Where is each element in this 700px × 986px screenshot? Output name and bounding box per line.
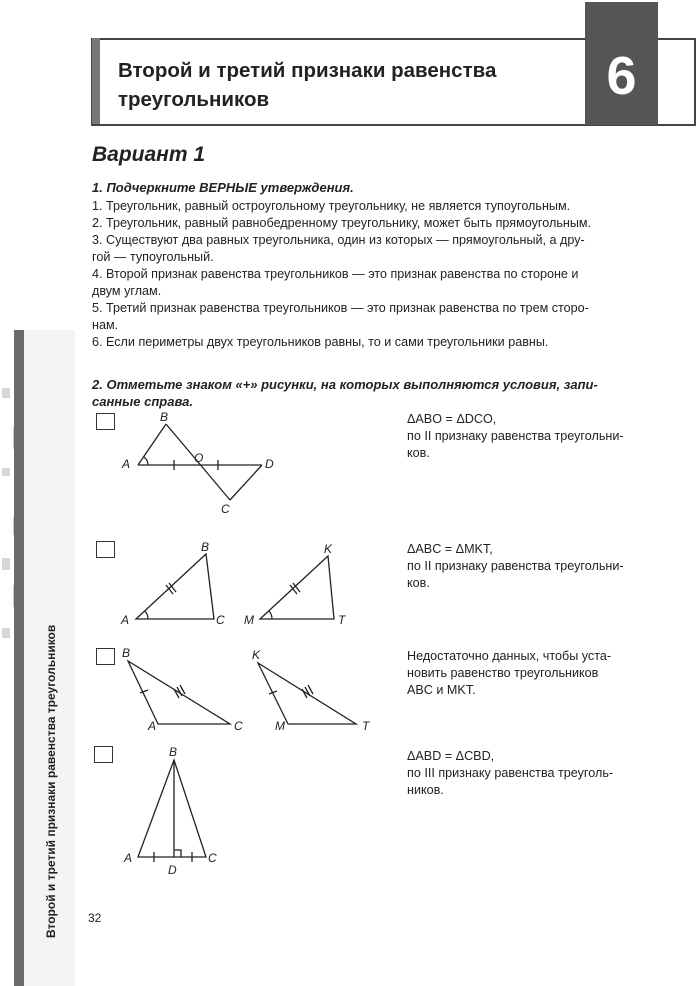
label-A: A — [124, 851, 133, 865]
condition-line: ников. — [407, 783, 444, 797]
condition-line: новить равенство треугольников — [407, 666, 599, 680]
checkbox-item-2[interactable] — [96, 541, 115, 558]
figure-3 — [118, 643, 368, 740]
statement-line: 1. Треугольник, равный остроугольному треугольнику, не является тупоугольным. — [92, 199, 571, 213]
statement-line: двум углам. — [92, 284, 162, 298]
label-B: B — [160, 410, 169, 424]
condition-line: ΔABO = ΔDCO, — [407, 412, 497, 426]
label-O: O — [194, 451, 204, 465]
condition-line: по III признаку равенства треуголь- — [407, 766, 614, 780]
label-A: A — [148, 719, 157, 733]
spine-title: Второй и третий признаки равенства треугольников — [44, 624, 58, 938]
task1-statements — [92, 198, 591, 351]
chapter-number: 6 — [585, 2, 658, 125]
label-D: D — [265, 457, 274, 471]
label-C: C — [221, 502, 230, 516]
condition-line: по II признаку равенства треугольни- — [407, 429, 624, 443]
figure-1 — [120, 405, 290, 522]
label-A: A — [121, 613, 130, 627]
task2-title-line: санные справа. — [92, 394, 193, 409]
condition-line: ков. — [407, 576, 430, 590]
label-M: M — [244, 613, 254, 627]
label-D: D — [168, 863, 177, 877]
label-B: B — [122, 646, 131, 660]
condition-line: ABC и MKT. — [407, 683, 476, 697]
variant-heading: Вариант 1 — [92, 143, 206, 166]
label-K: K — [252, 648, 261, 662]
label-C: C — [234, 719, 243, 733]
condition-2 — [407, 541, 667, 592]
checkbox-item-4[interactable] — [94, 746, 113, 763]
condition-line: Недостаточно данных, чтобы уста- — [407, 649, 612, 663]
task1-title: 1. Подчеркните ВЕРНЫЕ утверждения. — [92, 180, 354, 195]
condition-line: ΔABC = ΔMKT, — [407, 542, 493, 556]
label-K: K — [324, 542, 333, 556]
label-B: B — [169, 745, 178, 759]
label-B: B — [201, 540, 210, 554]
condition-4 — [407, 748, 667, 799]
condition-line: ΔABD = ΔCBD, — [407, 749, 495, 763]
label-C: C — [208, 851, 217, 865]
checkbox-item-1[interactable] — [96, 413, 115, 430]
condition-line: ков. — [407, 446, 430, 460]
label-C: C — [216, 613, 225, 627]
statement-line: 5. Третий признак равенства треугольников — это признак равенства по трем сторо- — [92, 301, 589, 315]
checkbox-item-3[interactable] — [96, 648, 115, 665]
figure-4 — [120, 742, 230, 887]
label-M: M — [275, 719, 285, 733]
statement-line: 3. Существуют два равных треугольника, один из которых — прямоугольный, а дру- — [92, 233, 585, 247]
label-T: T — [338, 613, 346, 627]
statement-line: 2. Треугольник, равный равнобедренному треугольнику, может быть прямоугольным. — [92, 216, 592, 230]
side-spine-bar — [14, 330, 24, 986]
header-accent-bar — [92, 38, 100, 124]
label-A: A — [122, 457, 131, 471]
condition-1 — [407, 411, 667, 462]
page-number: 32 — [88, 911, 102, 925]
condition-line: по II признаку равенства треугольни- — [407, 559, 624, 573]
chapter-title: Второй и третий признаки равенства треугольников — [118, 59, 497, 111]
label-T: T — [362, 719, 370, 733]
condition-3 — [407, 648, 657, 699]
task2-title-line: 2. Отметьте знаком «+» рисунки, на которых выполняются условия, запи- — [92, 377, 598, 392]
statement-line: 4. Второй признак равенства треугольников — это признак равенства по стороне и — [92, 267, 579, 281]
figure-2 — [120, 538, 360, 635]
statement-line: нам. — [92, 318, 119, 332]
statement-line: гой — тупоугольный. — [92, 250, 214, 264]
statement-line: 6. Если периметры двух треугольников равны, то и сами треугольники равны. — [92, 335, 549, 349]
